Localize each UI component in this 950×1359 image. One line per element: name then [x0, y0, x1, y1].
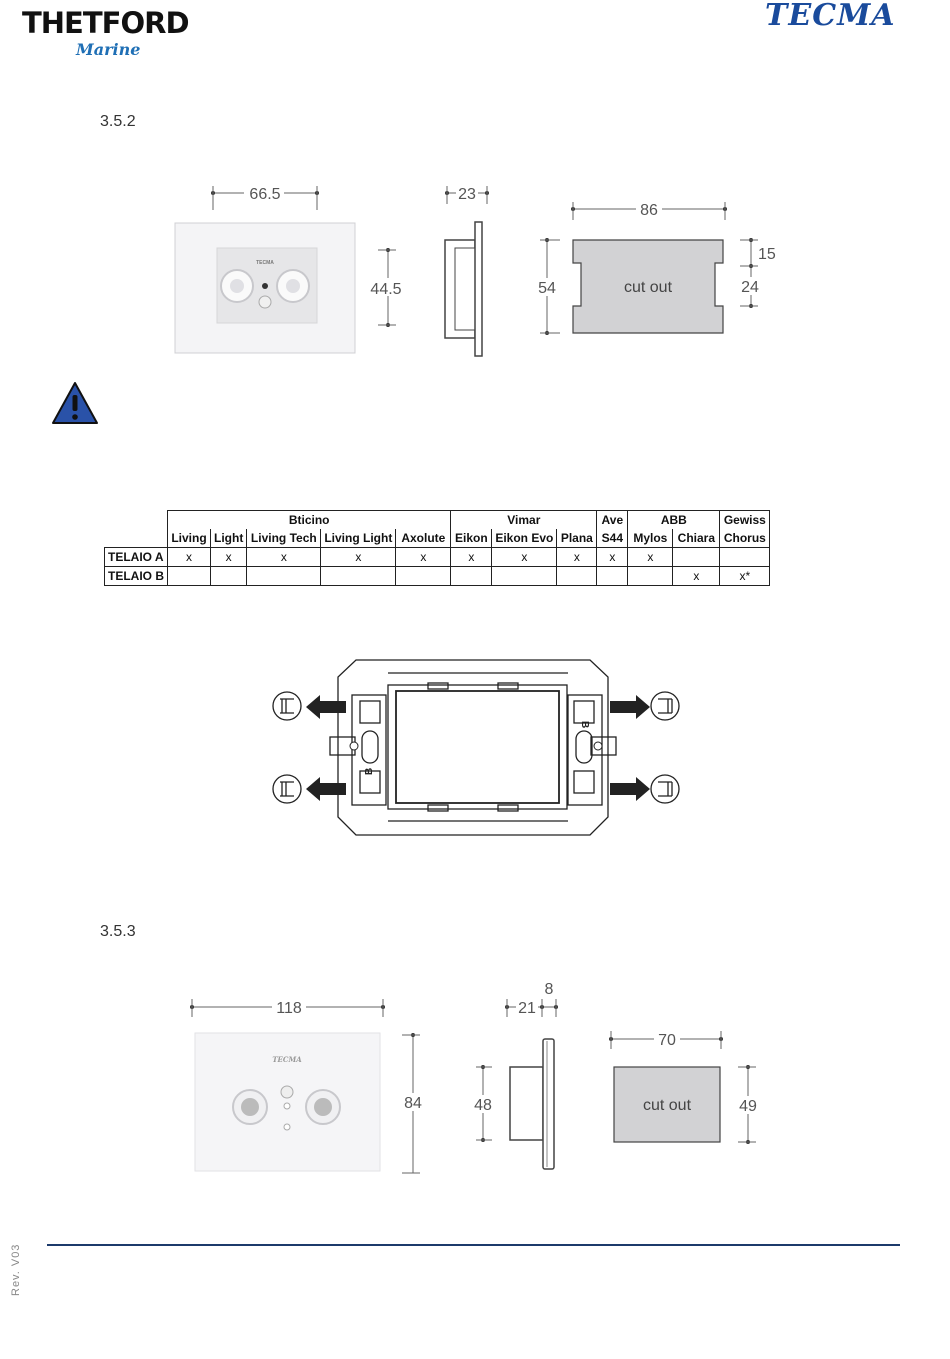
model-s44: S44 [597, 529, 628, 548]
table-cell [628, 567, 673, 586]
tecma-logo: TECMA [765, 0, 896, 33]
clip-right-top-icon [651, 692, 679, 720]
side-depth-label: 23 [458, 186, 476, 203]
arrow-right-bottom-icon [610, 777, 650, 801]
table-cell [720, 548, 770, 567]
front-height-label: 44.5 [370, 281, 402, 298]
row-label-telaio-b: TELAIO B [105, 567, 168, 586]
frame-marker-left: B [364, 767, 375, 775]
side-plate-label-353: 8 [544, 981, 554, 998]
model-header-row [105, 529, 770, 548]
clip-right-bottom-icon [651, 775, 679, 803]
brand-ave: Ave [597, 511, 628, 530]
cutout-inner-label: 24 [741, 279, 759, 296]
clip-left-top-icon [273, 692, 301, 720]
model-living-light: Living Light [321, 529, 396, 548]
table-cell: x [168, 548, 211, 567]
model-mylos: Mylos [628, 529, 673, 548]
mounting-frame-diagram [268, 655, 688, 840]
section-number-353: 3.5.3 [100, 923, 136, 940]
model-light: Light [211, 529, 247, 548]
panel-brand-label-353: TECMA [272, 1055, 302, 1064]
panel-brand-label: TECMA [256, 260, 274, 266]
table-cell: x [247, 548, 321, 567]
model-plana: Plana [557, 529, 597, 548]
model-living-tech: Living Tech [247, 529, 321, 548]
table-cell: x [451, 548, 492, 567]
table-cell: x [211, 548, 247, 567]
table-cell [673, 548, 720, 567]
front-width-label: 66.5 [249, 186, 281, 203]
brand-bticino: Bticino [168, 511, 451, 530]
table-cell [557, 567, 597, 586]
brand-vimar: Vimar [451, 511, 597, 530]
dimension-drawing-352 [160, 180, 800, 365]
model-eikon: Eikon [451, 529, 492, 548]
side-profile-352 [445, 222, 482, 356]
section-number-352: 3.5.2 [100, 113, 136, 130]
cutout-width-label: 86 [640, 202, 658, 219]
clip-left-bottom-icon [273, 775, 301, 803]
thetford-logo: THETFORD [22, 6, 189, 40]
table-cell: x [396, 548, 451, 567]
table-cell [211, 567, 247, 586]
model-eikon-evo: Eikon Evo [492, 529, 557, 548]
row-label-telaio-a: TELAIO A [105, 548, 168, 567]
control-panel-front [175, 223, 355, 353]
footer-rule [47, 1244, 900, 1246]
cutout-width-label-353: 70 [658, 1032, 676, 1049]
revision-label: Rev. V03 [10, 1243, 22, 1296]
compatibility-table [104, 510, 770, 586]
brand-abb: ABB [628, 511, 720, 530]
model-chiara: Chiara [673, 529, 720, 548]
table-row [105, 548, 770, 567]
table-cell [451, 567, 492, 586]
table-cell: x [628, 548, 673, 567]
cutout-notch-label: 15 [758, 246, 776, 263]
cutout-height-label: 54 [538, 280, 556, 297]
cutout-label-352: cut out [623, 279, 673, 296]
warning-icon [50, 380, 100, 426]
table-cell: x [673, 567, 720, 586]
cutout-label-353: cut out [642, 1097, 692, 1114]
table-cell [168, 567, 211, 586]
model-axolute: Axolute [396, 529, 451, 548]
front-width-label-353: 118 [276, 1000, 302, 1017]
table-cell [321, 567, 396, 586]
model-living: Living [168, 529, 211, 548]
table-cell: x [492, 548, 557, 567]
brand-header-row [105, 511, 770, 530]
frame-marker-right: B [579, 721, 590, 729]
control-panel-front-353 [195, 1033, 380, 1171]
side-depth-label-353: 21 [518, 1000, 536, 1017]
table-cell: x* [720, 567, 770, 586]
table-cell [492, 567, 557, 586]
marine-logo-text: Marine [76, 40, 141, 59]
cutout-height-label-353: 49 [739, 1098, 757, 1115]
table-cell: x [321, 548, 396, 567]
table-cell: x [597, 548, 628, 567]
table-cell: x [557, 548, 597, 567]
dimension-drawing-353 [180, 975, 780, 1185]
arrow-right-top-icon [610, 695, 650, 719]
table-row [105, 567, 770, 586]
front-height-label-353: 84 [404, 1095, 422, 1112]
table-cell [597, 567, 628, 586]
brand-gewiss: Gewiss [720, 511, 770, 530]
table-cell [396, 567, 451, 586]
table-cell [247, 567, 321, 586]
model-chorus: Chorus [720, 529, 770, 548]
side-height-label-353: 48 [474, 1097, 492, 1114]
side-profile-353 [510, 1039, 554, 1169]
